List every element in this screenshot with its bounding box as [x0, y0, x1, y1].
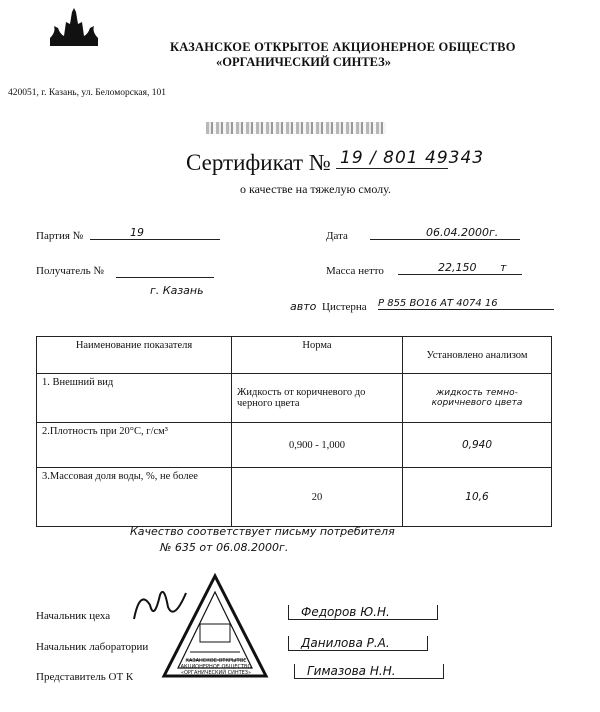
company-address: 420051, г. Казань, ул. Беломорская, 101: [8, 88, 166, 98]
date-label: Дата: [326, 230, 348, 242]
row-norm: Жидкость от коричневого до черного цвета: [232, 374, 403, 423]
row-name: 3.Массовая доля воды, %, не более: [37, 468, 232, 527]
mass-label: Масса нетто: [326, 265, 384, 277]
table-header-row: [37, 337, 552, 374]
signature-name-otk: Гимазова Н.Н.: [294, 664, 444, 679]
row-norm: 20: [232, 468, 403, 527]
signature-label-lab: Начальник лаборатории: [36, 641, 149, 653]
mass-value: [398, 261, 522, 275]
header-cell-norm: Норма: [232, 337, 403, 374]
party-label: Партия №: [36, 230, 84, 242]
row-result: жидкость темно-коричневого цвета: [403, 374, 552, 423]
table-row: [37, 374, 552, 423]
quality-note-line1: Качество соответствует письму потребителя: [130, 525, 395, 538]
row-name: 2.Плотность при 20°С, г/см³: [37, 423, 232, 468]
company-name-line2: «ОРГАНИЧЕСКИЙ СИНТЕЗ»: [216, 55, 391, 69]
signature-name-shop: Федоров Ю.Н.: [288, 605, 438, 620]
certificate-title: Сертификат №: [186, 150, 331, 175]
row-name: 1. Внешний вид: [37, 374, 232, 423]
tank-prefix: авто: [290, 300, 317, 313]
mass-unit: т: [500, 261, 507, 274]
tank-value: Р 855 ВО16 АТ 4074 16: [378, 298, 554, 310]
row-norm: 0,900 - 1,000: [232, 423, 403, 468]
illegible-stamp-line: [206, 122, 386, 134]
signature-name-lab: Данилова Р.А.: [288, 636, 428, 651]
row-result: 0,940: [403, 423, 552, 468]
header-cell-result: Установлено анализом: [403, 337, 552, 374]
recipient-value: г. Казань: [150, 284, 204, 297]
certificate-subtitle: о качестве на тяжелую смолу.: [240, 182, 391, 196]
table-row: [37, 423, 552, 468]
mass-number: 22,150: [438, 261, 477, 274]
signature-label-shop: Начальник цеха: [36, 610, 111, 622]
signature-mark: [130, 585, 190, 625]
tank-label: Цистерна: [322, 301, 367, 313]
signature-label-otk: Представитель ОТ К: [36, 671, 134, 683]
stamp-text: КАЗАНСКОЕ ОТКРЫТОЕ АКЦИОНЕРНОЕ ОБЩЕСТВО «ОРГАНИЧЕСКИЙ СИНТЕЗ»: [180, 658, 252, 676]
company-name: КАЗАНСКОЕ ОТКРЫТОЕ АКЦИОНЕРНОЕ ОБЩЕСТВО: [170, 40, 516, 54]
quality-table: [36, 336, 552, 527]
table-row: [37, 468, 552, 527]
certificate-number: 19 / 801 49343: [336, 148, 448, 169]
company-logo: [46, 8, 102, 48]
row-result: 10,6: [403, 468, 552, 527]
date-value: 06.04.2000г.: [370, 226, 520, 240]
recipient-label: Получатель №: [36, 265, 104, 277]
recipient-line: [116, 277, 214, 278]
quality-note-line2: № 635 от 06.08.2000г.: [160, 541, 289, 554]
header-cell-name: Наименование показателя: [37, 337, 232, 374]
party-value: 19: [90, 226, 220, 240]
